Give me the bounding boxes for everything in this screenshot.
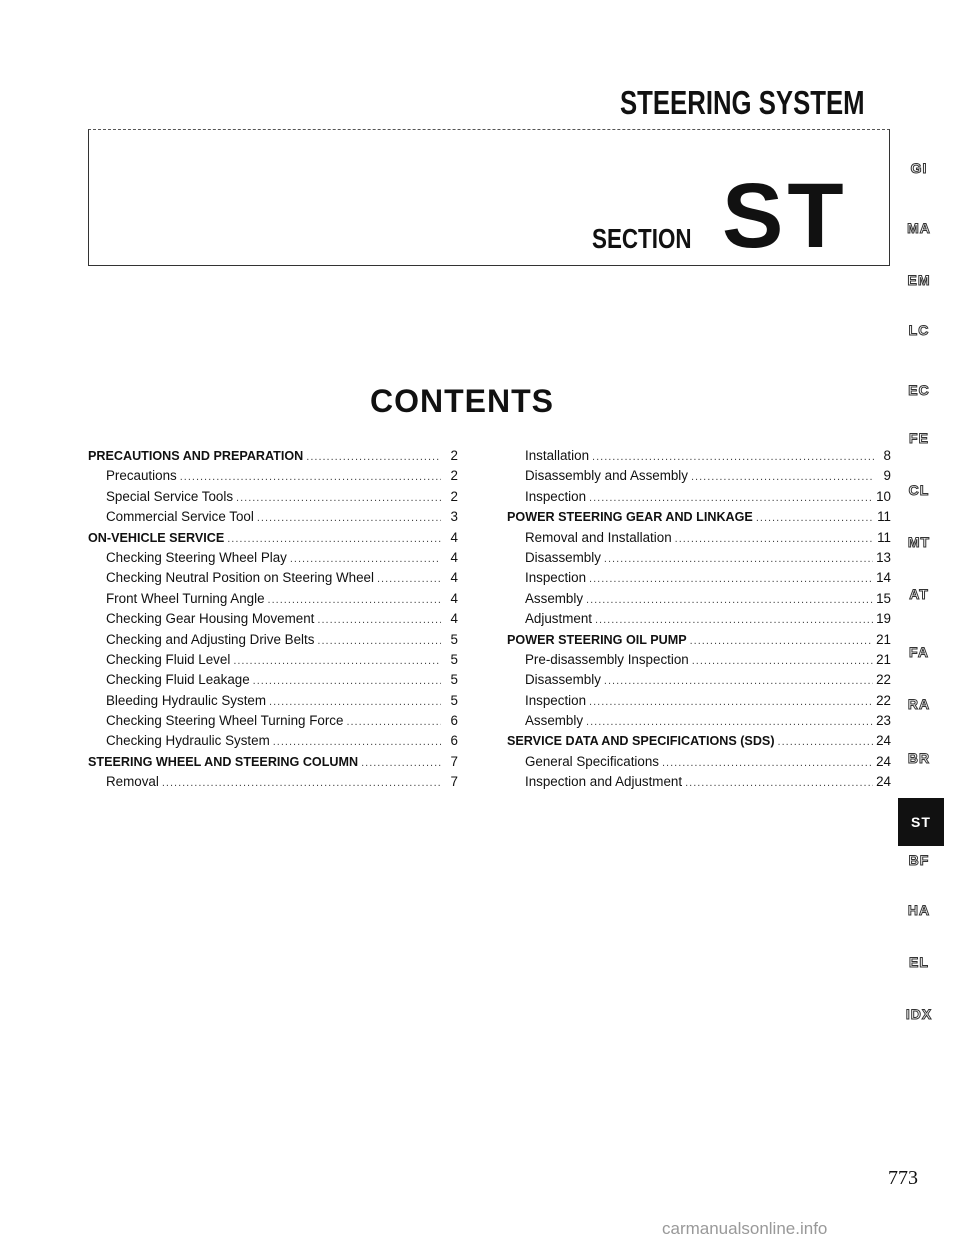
- toc-entry[interactable]: [507, 568, 891, 588]
- toc-entry-title: Checking Hydraulic System: [106, 733, 270, 749]
- toc-leader-dots: [162, 773, 441, 793]
- toc-entry[interactable]: [88, 691, 458, 711]
- toc-entry[interactable]: [507, 487, 891, 507]
- toc-entry-page: 10: [876, 488, 891, 504]
- section-tab-ha[interactable]: HA: [907, 902, 931, 918]
- toc-entry[interactable]: [88, 670, 458, 690]
- toc-entry-title: Checking Gear Housing Movement: [106, 611, 315, 627]
- toc-entry-title: Commercial Service Tool: [106, 509, 254, 525]
- section-tab-lc[interactable]: LC: [908, 322, 930, 338]
- toc-leader-dots: [306, 447, 441, 467]
- watermark: carmanualsonline.info: [662, 1219, 828, 1238]
- toc-entry-page: 22: [876, 692, 891, 708]
- section-tab-em[interactable]: EM: [907, 272, 931, 288]
- toc-entry-title: Inspection: [525, 488, 587, 504]
- toc-entry-title: POWER STEERING GEAR AND LINKAGE: [507, 510, 753, 525]
- toc-entry-page: 19: [876, 611, 891, 627]
- toc-entry-title: Precautions: [106, 468, 177, 484]
- toc-leader-dots: [662, 753, 873, 773]
- toc-entry-page: 4: [450, 611, 458, 627]
- toc-leader-dots: [253, 671, 441, 691]
- toc-entry-title: Checking and Adjusting Drive Belts: [106, 631, 315, 647]
- toc-leader-dots: [692, 651, 873, 671]
- toc-leader-dots: [586, 590, 873, 610]
- toc-entry[interactable]: [507, 772, 891, 792]
- toc-entry[interactable]: [88, 630, 458, 650]
- toc-entry[interactable]: [88, 507, 458, 527]
- toc-entry[interactable]: [88, 609, 458, 629]
- toc-entry-title: Inspection: [525, 570, 587, 586]
- toc-entry-page: 4: [450, 549, 458, 565]
- toc-entry-title: POWER STEERING OIL PUMP: [507, 632, 687, 647]
- toc-entry[interactable]: [507, 752, 891, 772]
- toc-entry-page: 21: [876, 631, 891, 647]
- toc-entry[interactable]: [88, 731, 458, 751]
- section-tab-br[interactable]: BR: [907, 750, 931, 766]
- toc-entry[interactable]: [88, 650, 458, 670]
- toc-leader-dots: [268, 590, 441, 610]
- toc-entry-title: Assembly: [525, 713, 584, 729]
- toc-leader-dots: [685, 773, 873, 793]
- toc-entry-title: SERVICE DATA AND SPECIFICATIONS (SDS): [507, 734, 775, 749]
- toc-leader-dots: [317, 610, 441, 630]
- toc-entry-page: 2: [450, 488, 458, 504]
- toc-entry-page: 22: [876, 672, 891, 688]
- toc-leader-dots: [290, 549, 441, 569]
- toc-entry[interactable]: [88, 711, 458, 731]
- toc-entry-page: 24: [876, 753, 891, 769]
- toc-leader-dots: [317, 631, 441, 651]
- toc-entry[interactable]: [88, 589, 458, 609]
- section-tab-at[interactable]: AT: [909, 586, 929, 602]
- toc-entry-title: Bleeding Hydraulic System: [106, 692, 267, 708]
- toc-entry-page: 4: [450, 529, 458, 545]
- toc-entry-title: Pre-disassembly Inspection: [525, 651, 689, 667]
- toc-leader-dots: [604, 549, 873, 569]
- toc-entry[interactable]: [88, 487, 458, 507]
- toc-entry-page: 3: [450, 509, 458, 525]
- section-tab-fe[interactable]: FE: [909, 430, 929, 446]
- page-number: 773: [888, 1167, 918, 1189]
- toc-entry-title: General Specifications: [525, 753, 659, 769]
- toc-entry-title: Special Service Tools: [106, 488, 234, 504]
- toc-leader-dots: [589, 692, 873, 712]
- toc-entry-page: 6: [450, 713, 458, 729]
- section-tab-mt[interactable]: MT: [907, 534, 931, 550]
- toc-leader-dots: [691, 467, 874, 487]
- toc-entry-page: 9: [883, 468, 891, 484]
- toc-entry[interactable]: [507, 548, 891, 568]
- toc-entry-page: 6: [450, 733, 458, 749]
- toc-entry-page: 4: [450, 590, 458, 606]
- toc-section-entry[interactable]: [507, 630, 891, 650]
- toc-entry-page: 23: [876, 713, 891, 729]
- section-tab-ra[interactable]: RA: [907, 696, 931, 712]
- toc-entry-title: Inspection and Adjustment: [525, 774, 683, 790]
- toc-entry-page: 21: [876, 651, 891, 667]
- toc-entry[interactable]: [88, 568, 458, 588]
- toc-entry-page: 5: [450, 651, 458, 667]
- toc-entry-title: Disassembly and Assembly: [525, 468, 688, 484]
- section-tab-st[interactable]: ST: [898, 798, 944, 846]
- section-tab-gi[interactable]: GI: [910, 160, 928, 176]
- section-tab-ma[interactable]: MA: [907, 220, 931, 236]
- toc-entry-title: Disassembly: [525, 549, 601, 565]
- page-title: STEERING SYSTEM: [620, 84, 865, 121]
- toc-entry[interactable]: [507, 466, 891, 486]
- toc-leader-dots: [589, 569, 873, 589]
- toc-entry-page: 4: [450, 570, 458, 586]
- toc-entry-page: 8: [883, 448, 891, 463]
- toc-entry-title: Adjustment: [525, 611, 592, 627]
- section-tab-idx[interactable]: IDX: [905, 1006, 933, 1022]
- toc-section-entry[interactable]: [507, 731, 891, 751]
- toc-leader-dots: [595, 610, 873, 630]
- toc-entry-title: Checking Steering Wheel Turning Force: [106, 713, 344, 729]
- toc-entry-page: 11: [877, 509, 891, 525]
- toc-entry[interactable]: [507, 609, 891, 629]
- toc-entry-title: Inspection: [525, 692, 587, 708]
- section-tab-bf[interactable]: BF: [908, 852, 930, 868]
- section-tab-ec[interactable]: EC: [908, 382, 930, 398]
- section-tab-fa[interactable]: FA: [909, 644, 929, 660]
- toc-entry-title: Checking Steering Wheel Play: [106, 549, 287, 565]
- toc-entry-page: 5: [450, 692, 458, 708]
- toc-entry[interactable]: [507, 446, 891, 466]
- toc-entry[interactable]: [507, 528, 891, 548]
- toc-entry[interactable]: [507, 650, 891, 670]
- toc-leader-dots: [592, 447, 874, 467]
- toc-leader-dots: [589, 488, 873, 508]
- toc-leader-dots: [361, 753, 441, 773]
- toc-entry-title: Front Wheel Turning Angle: [106, 590, 265, 606]
- toc-section-entry[interactable]: [88, 528, 458, 548]
- toc-leader-dots: [227, 529, 441, 549]
- toc-entry[interactable]: [88, 548, 458, 568]
- toc-entry-page: 11: [877, 529, 891, 545]
- toc-entry-title: Checking Fluid Leakage: [106, 672, 250, 688]
- toc-entry-title: Checking Neutral Position on Steering Wheel: [106, 570, 374, 586]
- toc-entry-page: 7: [450, 774, 458, 790]
- toc-leader-dots: [180, 467, 441, 487]
- toc-entry-page: 2: [450, 448, 458, 463]
- toc-entry-page: 13: [876, 549, 891, 565]
- toc-section-entry[interactable]: [88, 752, 458, 772]
- toc-entry-title: PRECAUTIONS AND PREPARATION: [88, 449, 304, 463]
- section-tab-el[interactable]: EL: [909, 954, 929, 970]
- toc-entry-title: ON-VEHICLE SERVICE: [88, 530, 225, 545]
- toc-leader-dots: [778, 732, 874, 752]
- toc-leader-dots: [604, 671, 873, 691]
- toc-entry[interactable]: [88, 466, 458, 486]
- section-label: SECTION: [592, 223, 692, 254]
- toc-entry[interactable]: [507, 589, 891, 609]
- toc-right-column: [507, 446, 891, 793]
- toc-entry-page: 24: [876, 774, 891, 790]
- toc-entry-title: STEERING WHEEL AND STEERING COLUMN: [88, 754, 359, 769]
- toc-entry-title: Installation: [525, 448, 590, 463]
- toc-section-entry[interactable]: [507, 507, 891, 527]
- toc-leader-dots: [269, 692, 441, 712]
- toc-entry-page: 15: [876, 590, 891, 606]
- toc-leader-dots: [675, 529, 874, 549]
- toc-entry-page: 14: [876, 570, 891, 586]
- toc-leader-dots: [273, 732, 441, 752]
- toc-entry-page: 24: [876, 733, 891, 749]
- toc-leader-dots: [346, 712, 441, 732]
- toc-leader-dots: [257, 508, 441, 528]
- toc-entry-title: Checking Fluid Level: [106, 651, 231, 667]
- section-code: ST: [722, 165, 848, 267]
- section-tab-cl[interactable]: CL: [908, 482, 930, 498]
- toc-leader-dots: [377, 569, 441, 589]
- toc-entry[interactable]: [507, 691, 891, 711]
- toc-leader-dots: [236, 488, 441, 508]
- toc-entry[interactable]: [507, 670, 891, 690]
- toc-section-entry[interactable]: [88, 446, 458, 466]
- toc-entry-page: 2: [450, 468, 458, 484]
- toc-entry-page: 5: [450, 672, 458, 688]
- toc-entry-title: Removal: [106, 774, 159, 790]
- toc-leader-dots: [233, 651, 441, 671]
- toc-entry-page: 5: [450, 631, 458, 647]
- toc-left-column: [88, 446, 458, 793]
- toc-entry-page: 7: [450, 753, 458, 769]
- toc-entry-title: Assembly: [525, 590, 584, 606]
- toc-leader-dots: [690, 631, 873, 651]
- toc-leader-dots: [586, 712, 873, 732]
- toc-entry-title: Removal and Installation: [525, 529, 672, 545]
- contents-heading: CONTENTS: [370, 383, 554, 419]
- toc-leader-dots: [756, 508, 874, 528]
- toc-entry[interactable]: [88, 772, 458, 792]
- toc-entry-title: Disassembly: [525, 672, 601, 688]
- toc-entry[interactable]: [507, 711, 891, 731]
